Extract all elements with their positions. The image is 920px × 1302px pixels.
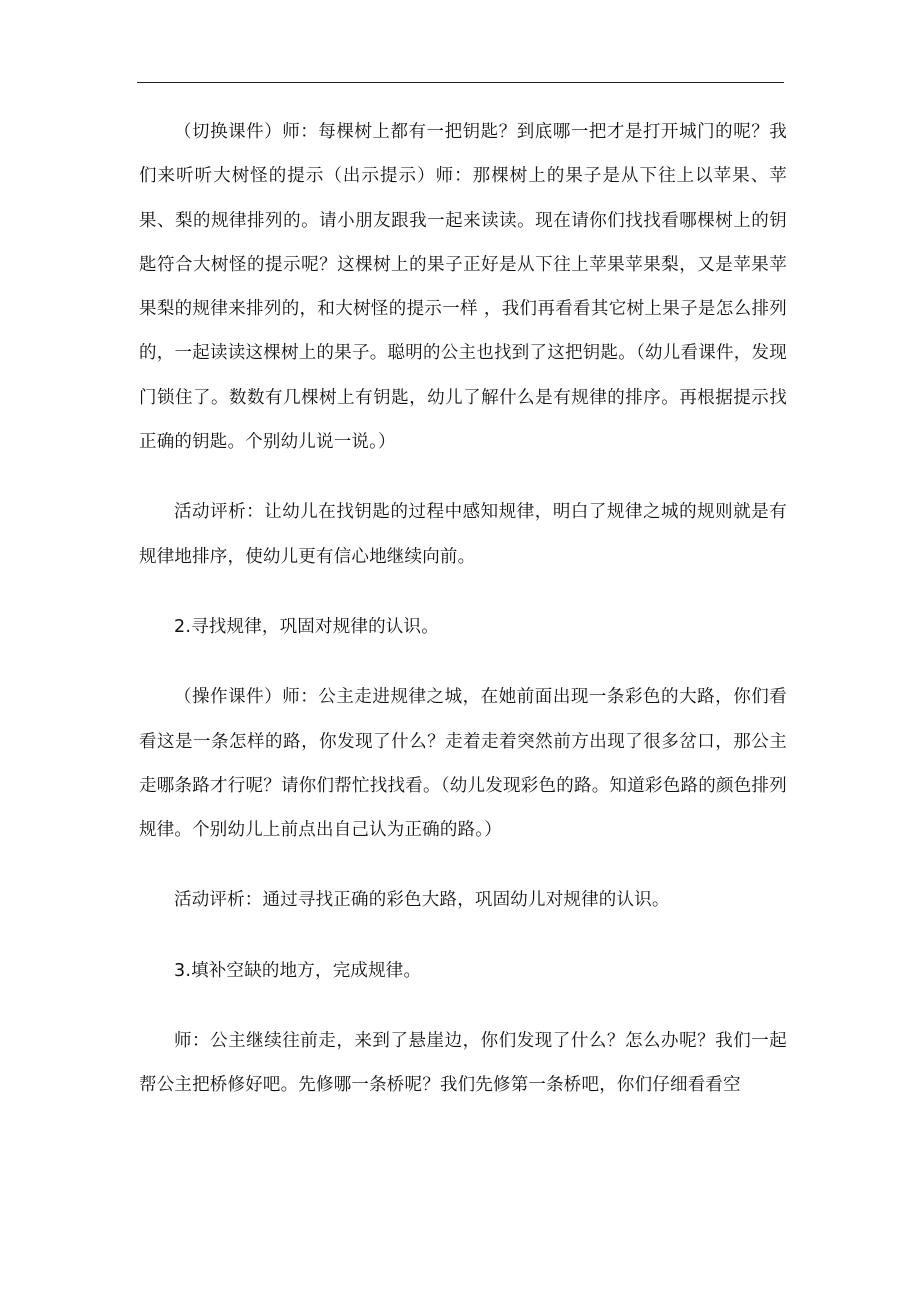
paragraph-lesson-step-road: （操作课件）师：公主走进规律之城，在她前面出现一条彩色的大路，你们看看这是一条怎样的路，你发现了什么？走着走着突然前方出现了很多岔口，那公主走哪条路才行呢？请你们帮忙找找看。（幼儿发现彩色的路。知道彩色路的颜色排列规律。个别幼儿上前点出自己认为正确的路。） [139,687,787,841]
header-rule [137,82,784,83]
section-heading-fill-gaps: 3.填补空缺的地方，完成规律。 [174,960,422,981]
paragraph-lesson-step-bridge: 师：公主继续往前走，来到了悬崖边，你们发现了什么？怎么办呢？我们一起帮公主把桥修好吧。先修哪一条桥呢？我们先修第一条桥吧，你们仔细看看空 [139,1031,787,1096]
paragraph-activity-review-1: 活动评析：让幼儿在找钥匙的过程中感知规律，明白了规律之城的规则就是有规律地排序，使幼儿更有信心地继续向前。 [139,502,787,567]
paragraph-activity-review-2: 活动评析：通过寻找正确的彩色大路，巩固幼儿对规律的认识。 [174,890,670,911]
section-heading-find-pattern: 2.寻找规律，巩固对规律的认识。 [174,616,439,637]
paragraph-lesson-step-keys: （切换课件）师：每棵树上都有一把钥匙？到底哪一把才是打开城门的呢？我们来听听大树怪的提示（出示提示）师：那棵树上的果子是从下往上以苹果、苹果、梨的规律排列的。请小朋友跟我一起来读读。现在请你们找找看哪棵树上的钥匙符合大树怪的提示呢？这棵树上的果子正好是从下往上苹果苹果梨，又是苹果苹果梨的规律来排列的，和大树怪的提示一样 ，我们再看看其它树上果子是怎么排列的，一起读读这棵树上的果子。聪明的公主也找到了这把钥匙。（幼儿看课件，发现门锁住了。数数有几棵树上有钥匙，幼儿了解什么是有规律的排序。再根据提示找正确的钥匙。个别幼儿说一说。） [139,122,787,453]
document-body [139,110,787,1108]
